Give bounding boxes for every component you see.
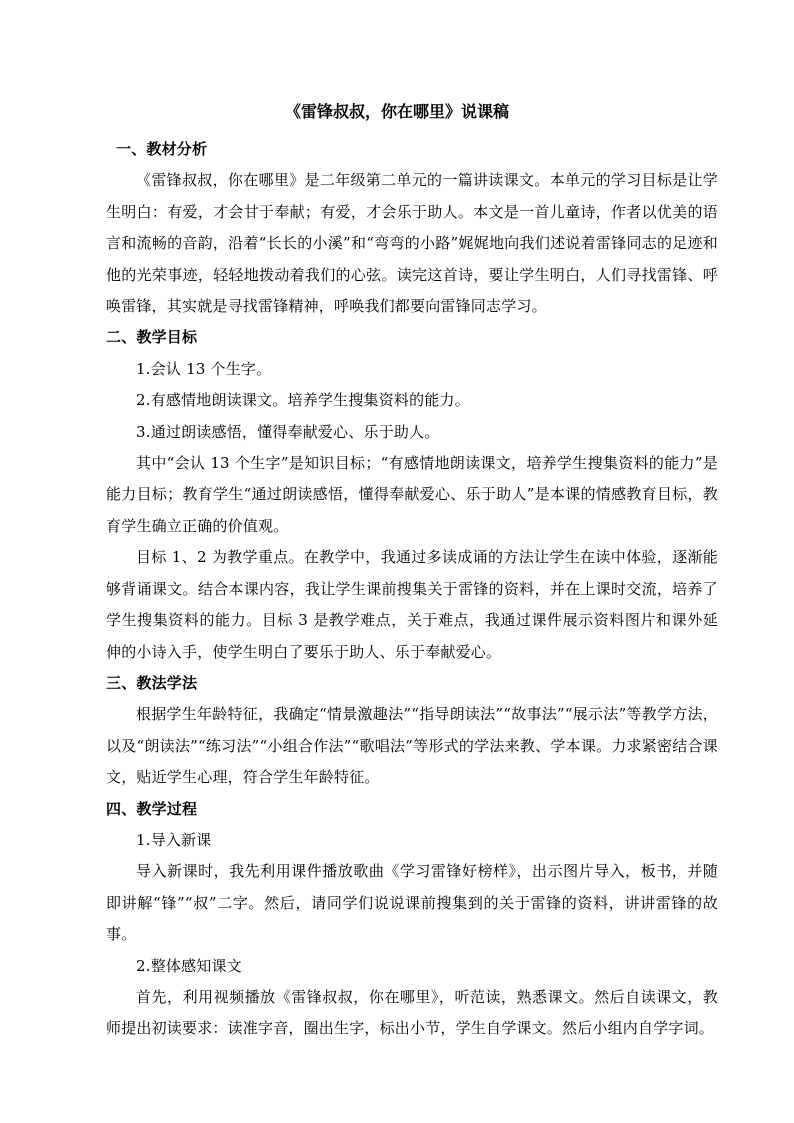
section-1-paragraph: 《雷锋叔叔，你在哪里》是二年级第二单元的一篇讲读课文。本单元的学习目标是让学生明白：有爱，才会甘于奉献；有爱，才会乐于助人。本文是一首儿童诗，作者以优美的语言和流畅的音韵，沿着“长长的小溪”和“弯弯的小路”娓娓地向我们述说着雷锋同志的足迹和他的光荣事迹，轻轻地拨动着我们的心弦。读完这首诗，要让学生明白，人们寻找雷锋、呼唤雷锋，其实就是寻找雷锋精神，呼唤我们都要向雷锋同志学习。	[106, 171, 718, 316]
goal-item-2: 2.有感情地朗读课文。培养学生搜集资料的能力。	[136, 391, 470, 410]
process-step-1-label: 1.导入新课	[136, 830, 212, 849]
section-2-paragraph-2: 目标 1、2 为教学重点。在教学中，我通过多读成诵的方法让学生在读中体验，逐渐能够背诵课文。结合本课内容，我让学生课前搜集关于雷锋的资料，并在上课时交流，培养了学生搜集资料的能力。目标 3 是教学难点，关于难点，我通过课件展示资料图片和课外延伸的小诗入手，使学生明白了要乐于助人、乐于奉献爱心。	[106, 548, 718, 661]
process-step-1-text: 导入新课时，我先利用课件播放歌曲《学习雷锋好榜样》，出示图片导入，板书，并随即讲解“锋”“叔”二字。然后，请同学们说说课前搜集到的关于雷锋的资料，讲讲雷锋的故事。	[106, 862, 718, 944]
document-body	[106, 134, 718, 1045]
goal-item-3: 3.通过朗读感悟，懂得奉献爱心、乐于助人。	[136, 422, 440, 441]
section-heading-2: 二、教学目标	[106, 328, 198, 347]
section-heading-4: 四、教学过程	[106, 799, 198, 818]
process-step-2-label: 2.整体感知课文	[136, 956, 242, 975]
section-2-paragraph-1: 其中“会认 13 个生字”是知识目标；“有感情地朗读课文，培养学生搜集资料的能力”是能力目标；教育学生“通过朗读感悟，懂得奉献爱心、乐于助人”是本课的情感教育目标，教育学生确立正确的价值观。	[106, 454, 718, 535]
section-3-paragraph: 根据学生年龄特征，我确定“情景激趣法”“指导朗读法”“故事法”“展示法”等教学方法，以及“朗读法”“练习法”“小组合作法”“歌唱法”等形式的学法来教、学本课。力求紧密结合课文，贴近学生心理，符合学生年龄特征。	[106, 705, 718, 787]
goal-item-1: 1.会认 13 个生字。	[136, 359, 272, 378]
section-heading-3: 三、教法学法	[106, 673, 198, 692]
section-heading-1: 一、教材分析	[116, 140, 208, 158]
document-title: 《雷锋叔叔，你在哪里》说课稿	[284, 102, 509, 121]
process-step-2-text: 首先，利用视频播放《雷锋叔叔，你在哪里》，听范读，熟悉课文。然后自读课文，教师提出初读要求：读准字音，圈出生字，标出小节，学生自学课文。然后小组内自学字词。	[106, 987, 718, 1038]
